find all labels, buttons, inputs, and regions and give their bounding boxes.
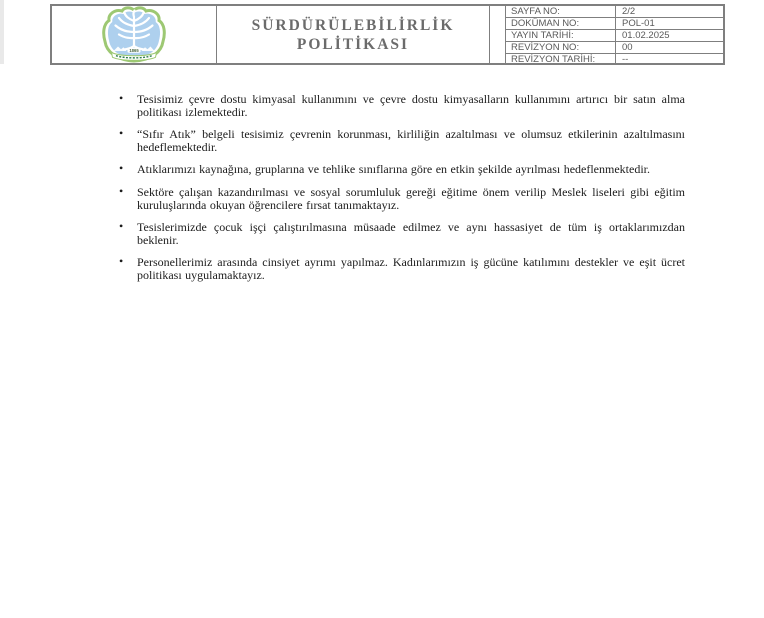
bullet-icon: • <box>119 126 124 141</box>
document-header-table <box>50 4 725 65</box>
meta-value: -- <box>622 54 629 65</box>
meta-row-revizyon-tarihi <box>506 54 723 65</box>
meta-value: 00 <box>622 42 633 53</box>
page-edge-strip <box>0 0 4 64</box>
list-item <box>118 93 685 118</box>
document-title <box>217 6 490 63</box>
bullet-text: Sektöre çalışan kazandırılması ve sosyal sorumluluk gereği eğitime önem verilip Meslek liseleri gibi eğitim kuruluşlarında okuyan öğrencilere fırsat tanımaktayız. <box>137 184 685 212</box>
emblem-year: 1865 <box>129 47 139 53</box>
list-item <box>118 183 685 212</box>
list-item <box>118 221 685 246</box>
meta-row-yayin-tarihi <box>506 30 723 42</box>
bullet-icon: • <box>119 183 124 198</box>
meta-row-dokuman-no <box>506 18 723 30</box>
meta-value: POL-01 <box>622 18 655 29</box>
bullet-icon: • <box>119 161 124 176</box>
bullet-text: Tesisimiz çevre dostu kimyasal kullanımını ve çevre dostu kimyasalların kullanımını artırıcı bir satın alma politikası izlemektedir. <box>137 92 685 119</box>
bullet-icon: • <box>119 254 124 269</box>
bullet-text: Tesislerimizde çocuk işçi çalıştırılmasına müsaade edilmez ve aynı hassasiyet de tüm iş ortaklarımızdan beklenir. <box>137 220 685 247</box>
document-title-line1: SÜRDÜRÜLEBİLİRLİK <box>251 16 455 34</box>
meta-label: YAYIN TARİHİ: <box>506 30 616 41</box>
header-spacer-cell <box>490 6 506 63</box>
meta-row-sayfa-no <box>506 6 723 18</box>
meta-label: REVİZYON NO: <box>506 42 616 53</box>
policy-bullet-list <box>118 93 685 292</box>
bullet-text: Atıklarımızı kaynağına, gruplarına ve tehlike sınıflarına göre en etkin şekilde ayrılması hedeflenmektedir. <box>137 162 650 177</box>
bullet-text: Personellerimiz arasında cinsiyet ayrımı yapılmaz. Kadınlarımızın iş gücüne katılımını destekler ve eşit ücret politikası uygulamaktayız. <box>137 255 685 282</box>
meta-value: 2/2 <box>622 6 636 17</box>
bullet-text: “Sıfır Atık” belgeli tesisimiz çevrenin korunması, kirliliğin azaltılması ve olumsuz etkilerinin azaltılmasını hedeflemektedir. <box>137 127 685 154</box>
meta-row-revizyon-no <box>506 42 723 54</box>
meta-label: REVİZYON TARİHİ: <box>506 54 616 65</box>
list-item <box>118 256 685 281</box>
municipality-emblem-icon <box>98 6 170 64</box>
document-title-line2: POLİTİKASI <box>296 35 410 53</box>
list-item <box>118 128 685 153</box>
meta-label: DOKÜMAN NO: <box>506 18 616 29</box>
meta-value: 01.02.2025 <box>622 30 670 41</box>
bullet-icon: • <box>119 219 124 234</box>
bullet-icon: • <box>119 91 124 105</box>
logo-cell <box>52 6 217 63</box>
document-meta-table <box>506 6 723 63</box>
list-item <box>118 163 685 176</box>
meta-label: SAYFA NO: <box>506 6 616 17</box>
